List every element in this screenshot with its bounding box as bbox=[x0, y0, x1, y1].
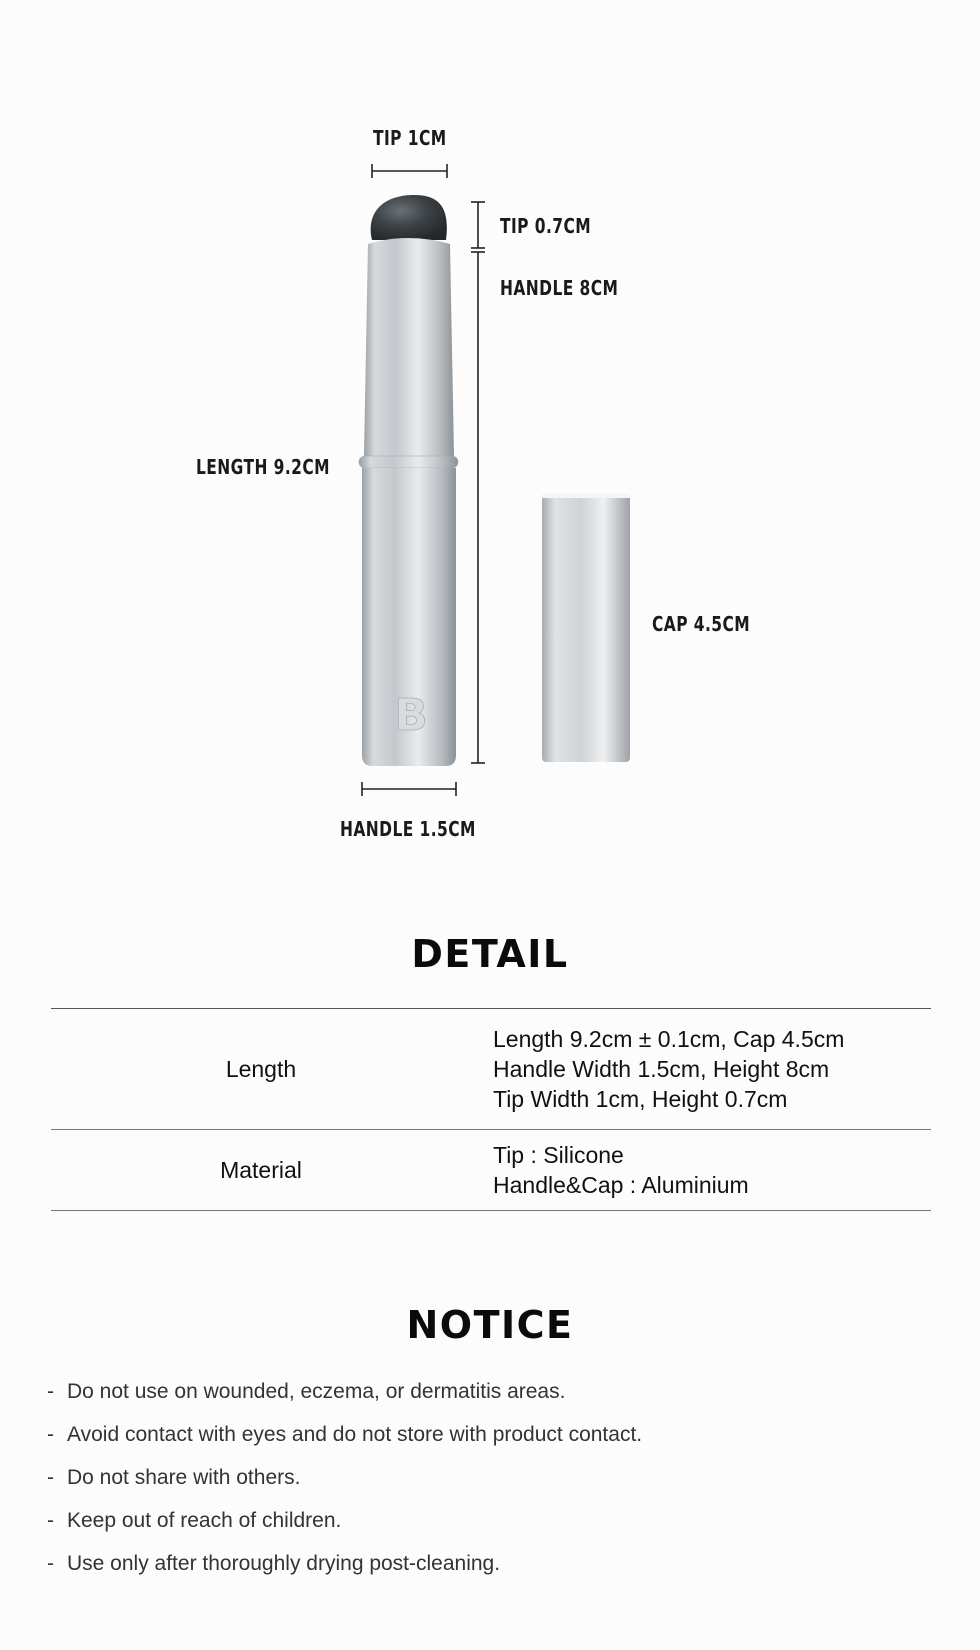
list-item bbox=[47, 1542, 642, 1585]
spec-value: Length 9.2cm ± 0.1cm, Cap 4.5cm bbox=[493, 1026, 845, 1052]
dash-bullet: - bbox=[47, 1466, 54, 1489]
spec-values bbox=[471, 1009, 931, 1129]
notice-list bbox=[47, 1370, 642, 1585]
spec-value: Tip : Silicone bbox=[493, 1142, 624, 1168]
cap-label: CAP 4.5CM bbox=[652, 612, 751, 636]
silicone-tip bbox=[371, 195, 447, 240]
tip-width-label: TIP 1CM bbox=[373, 126, 447, 150]
spec-value: Handle&Cap : Aluminium bbox=[493, 1172, 749, 1198]
handle-height-marker bbox=[471, 252, 485, 763]
tip-width-marker bbox=[372, 164, 447, 178]
list-item bbox=[47, 1370, 642, 1413]
list-item bbox=[47, 1499, 642, 1542]
notice-text: Do not share with others. bbox=[67, 1466, 301, 1489]
detail-table bbox=[51, 1008, 931, 1211]
handle-ring bbox=[359, 456, 458, 468]
list-item bbox=[47, 1456, 642, 1499]
handle-height-label: HANDLE 8CM bbox=[500, 276, 619, 300]
tip-height-label: TIP 0.7CM bbox=[500, 214, 592, 238]
spec-value: Tip Width 1cm, Height 0.7cm bbox=[493, 1086, 788, 1112]
spec-values bbox=[471, 1130, 931, 1210]
spec-label: Material bbox=[220, 1156, 302, 1183]
handle-width-marker bbox=[362, 782, 456, 796]
dash-bullet: - bbox=[47, 1552, 54, 1575]
notice-text: Do not use on wounded, eczema, or dermatitis areas. bbox=[67, 1380, 566, 1403]
table-row bbox=[51, 1130, 931, 1211]
spec-label: Length bbox=[225, 1055, 297, 1082]
table-row bbox=[51, 1009, 931, 1130]
spec-value: Handle Width 1.5cm, Height 8cm bbox=[493, 1056, 830, 1082]
dash-bullet: - bbox=[47, 1423, 54, 1446]
handle-upper bbox=[364, 238, 454, 456]
dash-bullet: - bbox=[47, 1380, 54, 1403]
notice-text: Keep out of reach of children. bbox=[67, 1509, 342, 1532]
brand-logo-icon bbox=[394, 690, 428, 741]
svg-text:B: B bbox=[394, 690, 428, 741]
notice-heading: NOTICE bbox=[406, 1303, 574, 1347]
dash-bullet: - bbox=[47, 1509, 54, 1532]
notice-text: Avoid contact with eyes and do not store with product contact. bbox=[67, 1423, 643, 1446]
detail-heading: DETAIL bbox=[411, 932, 569, 976]
length-label: LENGTH 9.2CM bbox=[196, 455, 331, 479]
notice-text: Use only after thoroughly drying post-cleaning. bbox=[67, 1552, 501, 1575]
list-item bbox=[47, 1413, 642, 1456]
cap bbox=[542, 494, 630, 762]
handle-width-label: HANDLE 1.5CM bbox=[340, 817, 476, 841]
tip-height-marker bbox=[471, 202, 485, 248]
